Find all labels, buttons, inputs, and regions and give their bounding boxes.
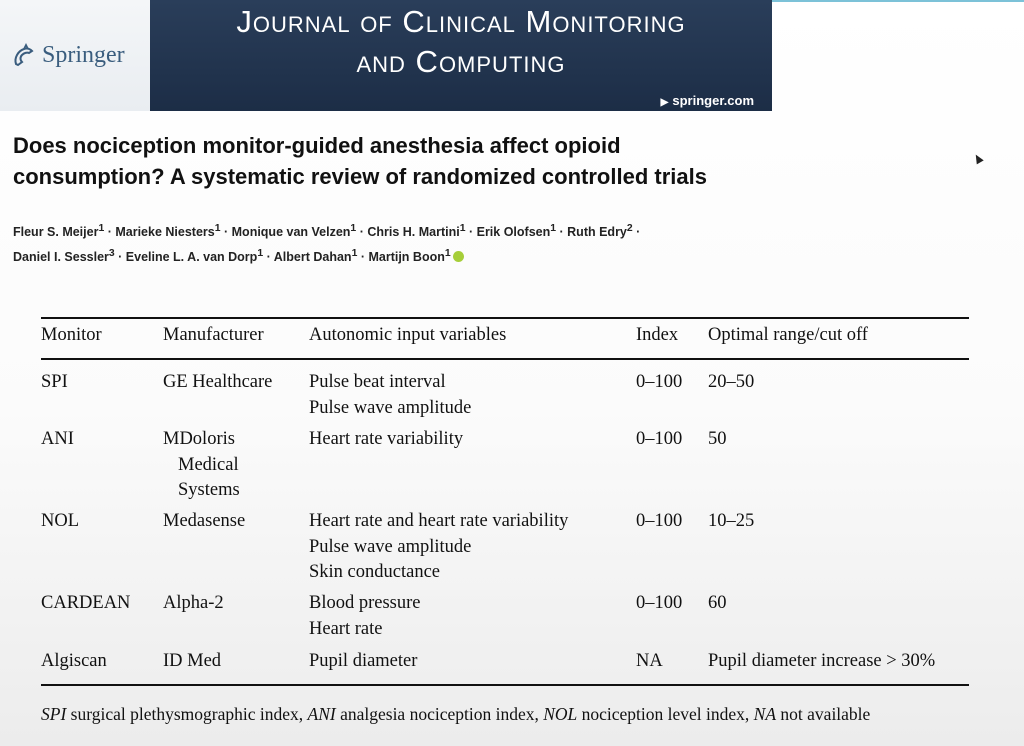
table-cell-variable: Pulse wave amplitude [309, 536, 472, 557]
author-line2: Daniel I. Sessler$^3$ · Eveline L. A. van Dorp$^1$ · Albert Dahan$^1$ · Martijn Boon$^1$ [13, 243, 833, 268]
table-cell-variable: Pupil diameter [309, 651, 418, 671]
journal-banner [0, 0, 772, 111]
author-affil: 3 [108, 248, 115, 260]
author-affil: 1 [550, 223, 557, 234]
author-affil: 1 [350, 223, 357, 234]
footnote-abbr: NOL [543, 704, 578, 724]
title-line2: consumption? A systematic review of randomized controlled trials [13, 164, 707, 189]
author-affil: 1 [214, 223, 221, 234]
footnote-def: analgesia nociception index, [335, 704, 544, 724]
mouse-cursor-icon [972, 153, 983, 165]
table-cell-index: 0–100 [636, 593, 683, 613]
table-cell-monitor: SPI [41, 372, 68, 392]
author: Chris H. Martini [367, 225, 460, 240]
table-cell-variable: Heart rate [309, 618, 383, 639]
author: Daniel I. Sessler [13, 250, 109, 265]
table-cell-index: NA [636, 651, 663, 671]
table-cell-index: 0–100 [636, 372, 683, 392]
table-cell-variable: Heart rate and heart rate variability [309, 511, 569, 531]
table-cell-variable: Pulse wave amplitude [309, 397, 472, 418]
table-header-monitor: Monitor [41, 325, 102, 345]
author: Erik Olofsen [476, 225, 551, 240]
author-list [13, 218, 833, 268]
author: Martijn Boon [368, 250, 445, 265]
table-cell-variable: Skin conductance [309, 562, 440, 582]
table-cell-manufacturer: Medasense [163, 511, 246, 531]
arrow-right-icon: ▶ [660, 97, 669, 108]
author-line1: Fleur S. Meijer$^1$ · Marieke Niesters$^1$ · Monique van Velzen$^1$ · Chris H. Martini$^1$ · Erik Olofsen$^1$ · Ruth Edry$^2$ · [13, 223, 641, 240]
table-top-rule [41, 317, 969, 319]
author-affil: 1 [444, 248, 451, 260]
table-cell-range: 10–25 [708, 511, 755, 531]
table-cell-range: 20–50 [708, 372, 755, 392]
footnote-def: surgical plethysmographic index, [66, 704, 308, 724]
table-cell-manufacturer: Alpha-2 [163, 593, 224, 613]
author-affil: 1 [459, 223, 466, 234]
table-cell-range: 60 [708, 593, 727, 613]
table-bottom-rule [41, 684, 969, 686]
table-cell-monitor: ANI [41, 429, 74, 449]
author-affil: 1 [351, 248, 358, 260]
author-affil: 1 [98, 223, 105, 234]
table-header-variables: Autonomic input variables [309, 325, 507, 345]
journal-title-line1: Journal of Clinical Monitoring [236, 4, 686, 39]
springer-logo [0, 0, 150, 111]
table-cell-index: 0–100 [636, 511, 683, 531]
author: Eveline L. A. van Dorp [125, 250, 258, 265]
article-title [13, 130, 773, 192]
table-cell-monitor: Algiscan [41, 651, 107, 671]
footnote-def: nociception level index, [577, 704, 754, 724]
author-affil: 2 [626, 223, 633, 234]
top-accent-line [770, 0, 1024, 2]
table-header-rule [41, 358, 969, 360]
author: Ruth Edry [567, 225, 627, 240]
table-cell-variable: Heart rate variability [309, 429, 464, 449]
title-line1: Does nociception monitor-guided anesthesia affect opioid [13, 133, 621, 158]
table-cell-manufacturer: GE Healthcare [163, 372, 273, 392]
table-cell-index: 0–100 [636, 429, 683, 449]
springer-horse-icon [10, 42, 38, 70]
author: Albert Dahan [273, 250, 352, 265]
table-header-range: Optimal range/cut off [708, 325, 868, 345]
author: Fleur S. Meijer [13, 225, 99, 240]
footnote-abbr: SPI [41, 704, 67, 724]
table-header-index: Index [636, 325, 679, 345]
table-header-manufacturer: Manufacturer [163, 325, 264, 345]
site-label: springer.com [672, 93, 754, 108]
footnote-abbr: ANI [307, 704, 336, 724]
table-cell-manufacturer: ID Med [163, 651, 222, 671]
journal-title-line2: and Computing [356, 44, 566, 79]
table-cell-manufacturer: Medical [178, 454, 239, 475]
author: Marieke Niesters [115, 225, 215, 240]
springer-site-link[interactable] [661, 93, 754, 108]
table-cell-manufacturer: MDoloris [163, 429, 235, 449]
author-affil: 1 [257, 248, 264, 260]
table-cell-variable: Pulse beat interval [309, 372, 446, 392]
footnote-def: not available [776, 704, 871, 724]
table-footnote [41, 703, 971, 726]
table-cell-monitor: CARDEAN [41, 593, 131, 613]
footnote-abbr: NA [753, 704, 777, 724]
author: Monique van Velzen [231, 225, 351, 240]
orcid-icon[interactable] [453, 251, 464, 262]
table-cell-variable: Blood pressure [309, 593, 421, 613]
table-cell-range: 50 [708, 429, 727, 449]
table-cell-range: Pupil diameter increase > 30% [708, 651, 936, 671]
journal-title-box [150, 0, 772, 111]
table-cell-manufacturer: Systems [178, 480, 240, 500]
publisher-name: Springer [42, 42, 125, 68]
table-cell-monitor: NOL [41, 511, 80, 531]
